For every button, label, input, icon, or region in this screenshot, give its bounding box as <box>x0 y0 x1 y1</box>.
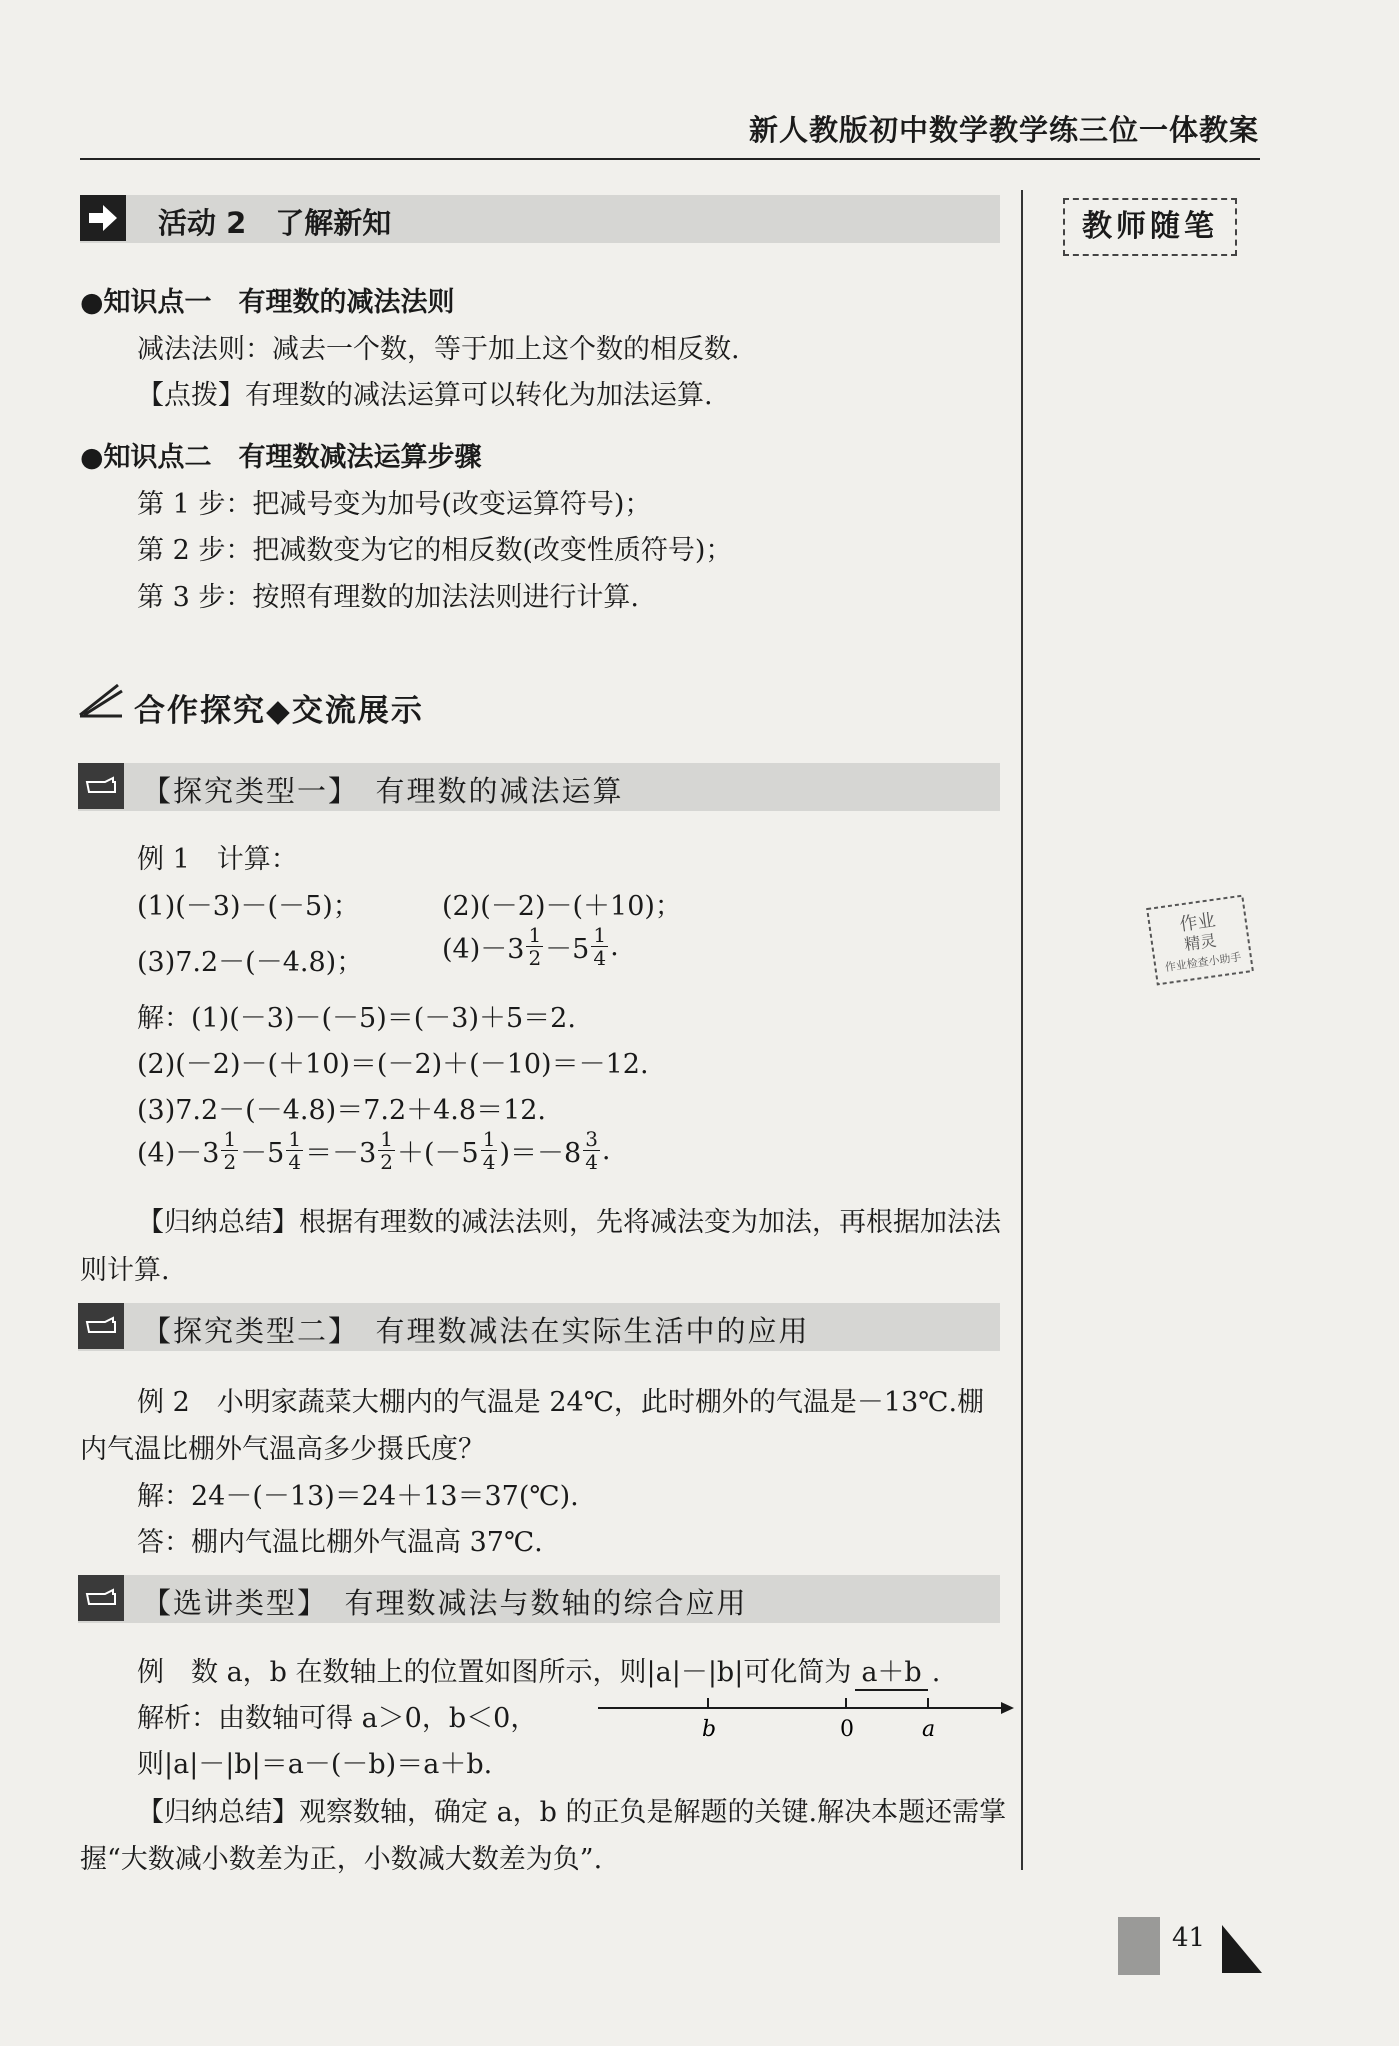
summary1-line2: 则计算. <box>80 1255 170 1286</box>
solution-1: 解：(1)(－3)－(－5)＝(－3)＋5＝2. <box>137 1003 576 1034</box>
example1-label: 例 1 计算： <box>137 844 298 875</box>
example2-solution: 解：24－(－13)＝24＋13＝37(℃). <box>137 1481 579 1512</box>
axis-label-a: a <box>922 1717 936 1742</box>
example3-prefix: 例 数 a，b 在数轴上的位置如图所示，则|a|－|b|可化简为 a＋b . <box>137 1650 940 1691</box>
arrow-right-icon <box>80 195 126 241</box>
section-title: 合作探究◆交流展示 <box>134 693 424 729</box>
axis-label-zero: 0 <box>840 1717 854 1742</box>
pencil-icon <box>78 683 126 723</box>
example2-line1: 例 2 小明家蔬菜大棚内的气温是 24℃，此时棚外的气温是－13℃.棚 <box>137 1387 985 1418</box>
page-corner-triangle <box>1222 1925 1262 1973</box>
summary3-line1: 【归纳总结】观察数轴，确定 a，b 的正负是解题的关键.解决本题还需掌 <box>137 1797 1007 1828</box>
summary1-line1: 【归纳总结】根据有理数的减法法则，先将减法变为加法，再根据加法法 <box>137 1207 1001 1238</box>
example3-analysis: 解析：由数轴可得 a＞0，b＜0， <box>137 1703 538 1734</box>
homework-stamp: 作业 精灵 作业检查小助手 <box>1145 893 1255 986</box>
type1-title: 【探究类型一】 有理数的减法运算 <box>142 774 624 808</box>
pointing-hand-icon <box>78 763 124 809</box>
fraction-1-2: $\frac{1}{2}$ <box>528 923 542 970</box>
kp1-tip: 【点拨】有理数的减法运算可以转化为加法运算. <box>137 380 713 411</box>
solution-3: (3)7.2－(－4.8)＝7.2＋4.8＝12. <box>137 1095 547 1126</box>
solution-2: (2)(－2)－(＋10)＝(－2)＋(－10)＝－12. <box>137 1049 649 1080</box>
summary3-line2: 握“大数减小数差为正，小数减大数差为负”. <box>80 1844 603 1875</box>
kp2-step3: 第 3 步：按照有理数的加法法则进行计算. <box>137 582 639 613</box>
kp2-step1: 第 1 步：把减号变为加号(改变运算符号)； <box>137 489 652 520</box>
kp1-rule: 减法法则：减去一个数，等于加上这个数的相反数. <box>137 334 740 365</box>
fraction-1-4: $\frac{1}{4}$ <box>593 923 607 970</box>
axis-label-b: b <box>702 1717 717 1742</box>
problem-3: (3)7.2－(－4.8)； <box>137 947 364 978</box>
example2-answer: 答：棚内气温比棚外气温高 37℃. <box>137 1527 543 1558</box>
activity-title: 活动 2 了解新知 <box>158 206 392 240</box>
example3-answer: a＋b <box>855 1650 927 1691</box>
kp2-step2: 第 2 步：把减数变为它的相反数(改变性质符号)； <box>137 535 733 566</box>
header-divider <box>80 158 1260 160</box>
kp1-title: ●知识点一 有理数的减法法则 <box>80 287 455 318</box>
margin-divider <box>1021 190 1023 1870</box>
page-tab <box>1118 1917 1160 1975</box>
type3-title: 【选讲类型】 有理数减法与数轴的综合应用 <box>142 1586 748 1620</box>
example3-then: 则|a|－|b|＝a－(－b)＝a＋b. <box>137 1749 493 1780</box>
number-line <box>596 1688 1016 1748</box>
pointing-hand-icon <box>78 1575 124 1621</box>
header-title: 新人教版初中数学教学练三位一体教案 <box>748 113 1259 147</box>
example2-line2: 内气温比棚外气温高多少摄氏度？ <box>80 1434 485 1465</box>
page-number: 41 <box>1172 1923 1206 1953</box>
kp2-title: ●知识点二 有理数减法运算步骤 <box>80 442 482 473</box>
teacher-note-label: 教师随笔 <box>1063 198 1237 256</box>
problem-1: (1)(－3)－(－5)； <box>137 891 360 922</box>
problem-2: (2)(－2)－(＋10)； <box>442 891 682 922</box>
pointing-hand-icon <box>78 1303 124 1349</box>
type2-title: 【探究类型二】 有理数减法在实际生活中的应用 <box>142 1314 810 1348</box>
solution-4: (4)－3 $\frac{1}{2}$ －5 $\frac{1}{4}$ ＝－3 $\frac{1}{2}$ ＋(－5 $\frac{1}{4}$ )＝－8 $\frac{3}{4}$ . <box>137 1127 611 1174</box>
problem-4: (4)－3 $\frac{1}{2}$ －5 $\frac{1}{4}$ . <box>442 923 619 970</box>
